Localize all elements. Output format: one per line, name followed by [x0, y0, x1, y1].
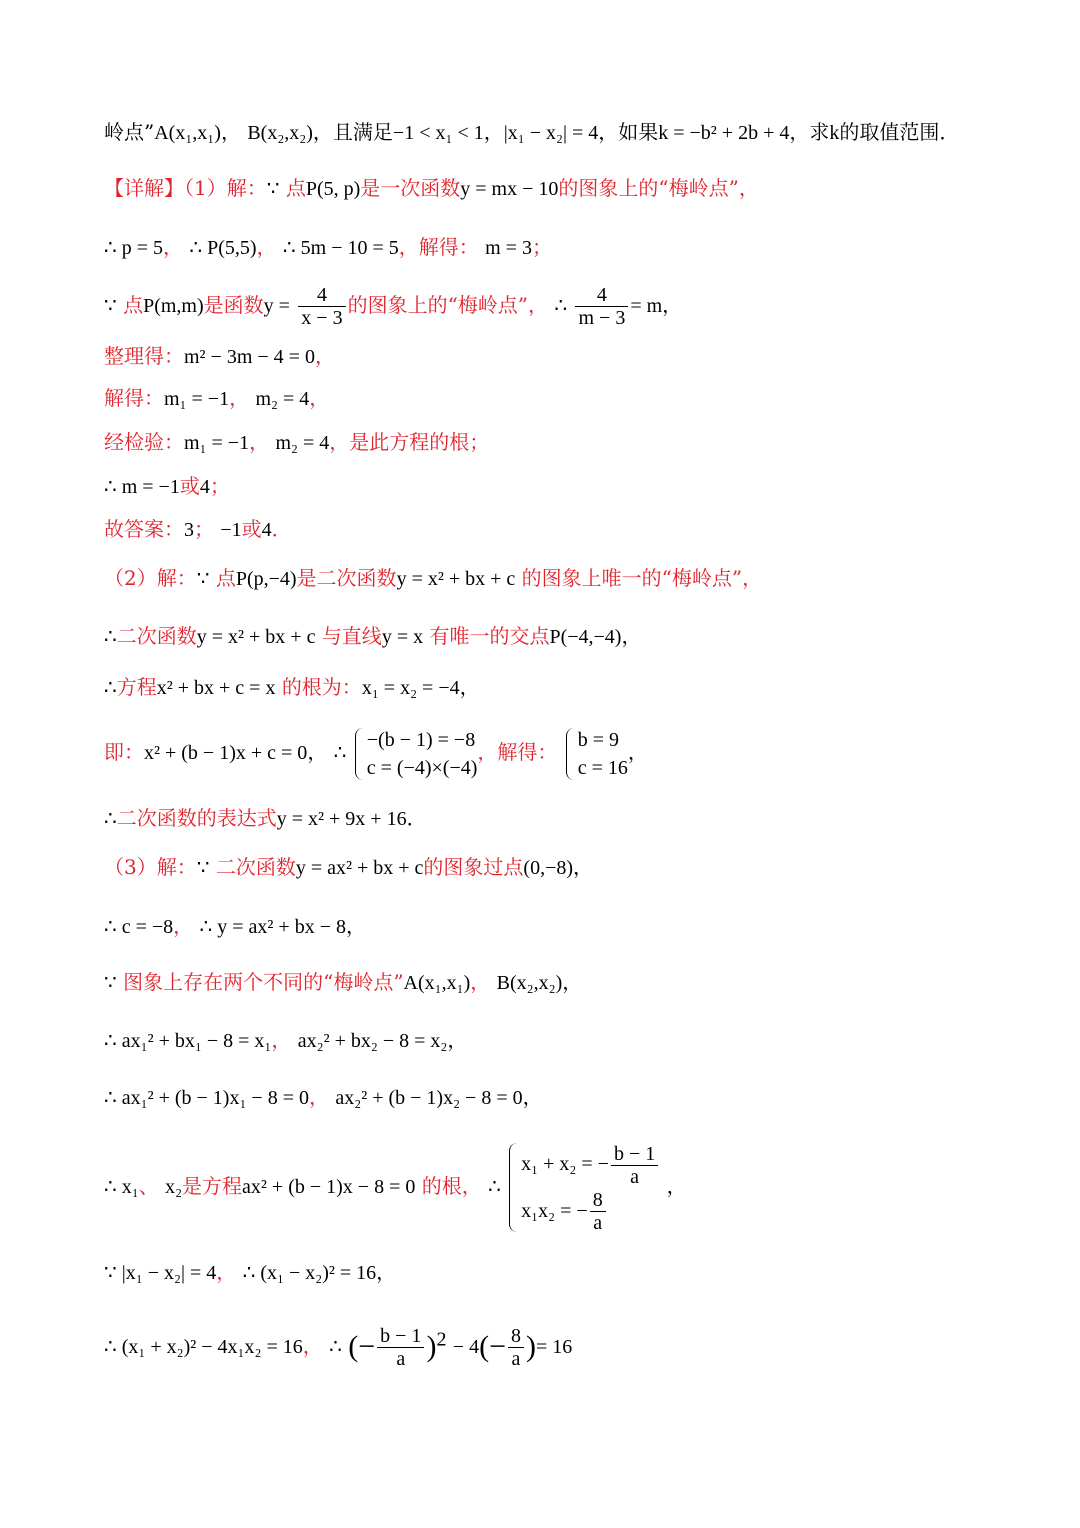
because-symbol: ∵ [104, 972, 117, 994]
math: m₁ = −1 [164, 388, 230, 410]
because-symbol: ∵ [266, 178, 280, 200]
answer-line [104, 515, 1020, 544]
derivation-line [104, 673, 1020, 702]
numerator: 8 [508, 1325, 524, 1348]
math: − 4 [452, 1336, 480, 1358]
derivation-line [104, 804, 1020, 833]
numerator: b − 1 [611, 1143, 658, 1166]
derivation-line [104, 1083, 1020, 1112]
text: ． [271, 517, 292, 541]
equation-system [507, 1141, 660, 1235]
text: 与直线 [321, 624, 382, 648]
text: 方程 [116, 675, 157, 699]
math: ∴ ax₁² + bx₁ − 8 = x₁ [104, 1030, 272, 1052]
math: x₁x₂ = − [521, 1199, 588, 1222]
text: ， [249, 430, 270, 454]
text: 经检验： [104, 430, 184, 454]
equation-row: c = 16 [577, 756, 628, 779]
text: ， [163, 235, 184, 259]
math: k = −b² + 2b + 4 [658, 122, 790, 144]
math: ax₂² + bx₂ − 8 = x₂ [297, 1030, 448, 1052]
therefore-symbol: ∴ [104, 808, 117, 830]
derivation-line [104, 280, 1020, 331]
math: k [829, 122, 840, 144]
derivation-line [104, 722, 1020, 783]
math: ax₂² + (b − 1)x₂ − 8 = 0 [335, 1087, 523, 1109]
equation-row: −(b − 1) = −8 [366, 728, 476, 751]
derivation-line [104, 1138, 1020, 1235]
problem-condition-line [104, 118, 1020, 147]
text: ， [271, 1028, 292, 1052]
part-label: （2）解： [104, 566, 197, 590]
text: 图象上存在两个不同的“梅岭点” [123, 970, 404, 994]
math: y = x² + 9x + 16 [276, 808, 407, 830]
text: ． [406, 808, 427, 830]
text: ， [447, 1030, 468, 1052]
math: 3 [184, 519, 194, 541]
denominator: a [511, 1348, 521, 1370]
text: 的图象上唯一的“梅岭点”， [521, 566, 763, 590]
part-label: （3）解： [104, 855, 197, 879]
math: x² + (b − 1)x + c = 0 [144, 742, 308, 764]
therefore-symbol: ∴ [554, 295, 568, 317]
math: ) [426, 1330, 437, 1363]
fraction [575, 284, 628, 329]
derivation-line [104, 912, 1020, 941]
text: ，如果 [598, 120, 659, 144]
text: 整理得： [104, 344, 184, 368]
because-symbol: ∵ [196, 857, 210, 879]
text: ，且满足 [312, 120, 393, 144]
denominator: m − 3 [578, 307, 626, 329]
numerator: 8 [590, 1189, 606, 1212]
denominator: a [630, 1165, 640, 1188]
text: ， [307, 742, 328, 764]
because-symbol: ∵ [196, 568, 210, 590]
derivation-line [104, 428, 1020, 457]
text: ， [314, 344, 335, 368]
therefore-symbol: ∴ [488, 1176, 501, 1198]
math: B(x₂,x₂) [247, 122, 313, 144]
text: ， [522, 1087, 543, 1109]
math: ∴ (x₁ + x₂)² − 4x₁x₂ = 16 [104, 1336, 303, 1358]
detail-tag: 【详解】 [104, 176, 184, 200]
text: 点 [123, 293, 144, 317]
math: B(x₂,x₂) [496, 972, 563, 994]
text: ， [483, 120, 504, 144]
therefore-symbol: ∴ [104, 677, 117, 699]
math: ∴ y = ax² + bx − 8 [199, 916, 346, 938]
math: = 16 [536, 1336, 573, 1358]
math: A(x₁,x₁) [154, 122, 221, 144]
math: P(5, p) [305, 178, 361, 200]
math: ∴ p = 5 [104, 237, 164, 259]
math: ∴ 5m − 10 = 5 [282, 237, 399, 259]
text: ， [216, 1260, 237, 1284]
math: y = x [381, 626, 424, 648]
exponent: 2 [436, 1328, 447, 1351]
math: ∴ P(5,5) [189, 237, 257, 259]
math: m₂ = 4 [275, 432, 330, 454]
derivation-line [104, 472, 1020, 501]
text: 解得： [104, 386, 164, 410]
derivation-line [104, 622, 1020, 651]
derivation-line [104, 1026, 1020, 1055]
derivation-line [104, 342, 1020, 371]
therefore-symbol: ∴ [104, 626, 117, 648]
text: 二次函数 [116, 624, 197, 648]
math: 4 [199, 476, 210, 498]
math: m² − 3m − 4 = 0 [184, 346, 315, 368]
text: 岭点” [104, 120, 155, 144]
math: y = x² + bx + c [196, 626, 316, 648]
math: y = ax² + bx + c [295, 857, 424, 879]
text: 即： [104, 740, 144, 764]
math: ∵ |x₁ − x₂| = 4 [104, 1262, 217, 1284]
math: y = mx − 10 [460, 178, 559, 200]
denominator: a [593, 1212, 603, 1235]
text: 是方程 [182, 1174, 243, 1198]
derivation-line [104, 1258, 1020, 1287]
denominator: a [396, 1348, 406, 1370]
text: ； [194, 517, 214, 541]
math: = m [630, 295, 663, 317]
text: ， [229, 386, 250, 410]
solution-part3-header [104, 853, 1020, 882]
therefore-symbol: ∴ [333, 742, 347, 764]
math: ∴ x₁ [104, 1176, 139, 1198]
derivation-line [104, 968, 1020, 997]
equation-system [353, 726, 478, 782]
math: (0,−8) [523, 857, 574, 879]
text: ， [256, 235, 277, 259]
equation-system [564, 726, 628, 782]
text: ， [627, 742, 648, 764]
text: 的根为： [281, 675, 362, 699]
text: ， [573, 857, 594, 879]
math: P(m,m) [143, 295, 204, 317]
text: 的图象上的“梅岭点”， [347, 293, 549, 317]
because-symbol: ∵ [104, 295, 117, 317]
text: 是一次函数 [360, 176, 461, 200]
text: ，是此方程的根； [329, 430, 490, 454]
math: ) [526, 1330, 536, 1363]
text: 或 [241, 517, 262, 541]
text: 是函数 [203, 293, 264, 317]
numerator: 4 [298, 284, 345, 307]
text: ， [345, 916, 366, 938]
text: 点 [285, 176, 306, 200]
math: y = x² + bx + c [396, 568, 516, 590]
math: P(p,−4) [235, 568, 297, 590]
text: 故答案： [104, 517, 184, 541]
fraction [611, 1143, 658, 1188]
text: ，解得： [398, 235, 479, 259]
therefore-symbol: ∴ [329, 1336, 342, 1358]
text: ， [662, 295, 683, 317]
text: ， [376, 1262, 397, 1284]
math: x₁ = x₂ = −4 [361, 677, 460, 699]
math: (− [479, 1330, 506, 1363]
text: 的图象过点 [423, 855, 524, 879]
numerator: b − 1 [377, 1325, 424, 1348]
math: x₁ + x₂ = − [521, 1152, 609, 1175]
derivation-line [104, 233, 1020, 262]
numerator: 4 [575, 284, 628, 307]
math: m₂ = 4 [255, 388, 310, 410]
math: ∴ c = −8 [104, 916, 174, 938]
text: 二次函数的表达式 [116, 806, 277, 830]
text: 、 [138, 1174, 159, 1198]
equation-row: b = 9 [577, 728, 620, 751]
text: ， [470, 970, 491, 994]
text: ， [173, 914, 194, 938]
text: 的取值范围． [839, 120, 960, 144]
fraction [508, 1325, 524, 1370]
math: x² + bx + c = x [156, 677, 276, 699]
math: |x₁ − x₂| = 4 [503, 122, 599, 144]
math: x₂ [165, 1176, 183, 1198]
denominator: x − 3 [301, 307, 343, 329]
text: ， [459, 677, 480, 699]
derivation-line [104, 1318, 1020, 1375]
derivation-line [104, 384, 1020, 413]
text: ， [308, 1085, 329, 1109]
math: −1 [220, 519, 242, 541]
equation-row: c = (−4)×(−4) [366, 756, 478, 779]
math: 4 [261, 519, 272, 541]
math: ∴ m = −1 [104, 476, 180, 498]
fraction [298, 284, 345, 329]
solution-part1-header [104, 174, 1020, 203]
math: ax² + (b − 1)x − 8 = 0 [242, 1176, 416, 1198]
text: 的根， [421, 1174, 482, 1198]
text: ， [621, 626, 642, 648]
text: ； [531, 235, 552, 259]
text: 有唯一的交点 [429, 624, 550, 648]
fraction [377, 1325, 424, 1370]
text: ， [562, 972, 583, 994]
text: ， [666, 1176, 687, 1198]
text: 是二次函数 [296, 566, 397, 590]
text: ，解得： [477, 740, 558, 764]
math: P(−4,−4) [549, 626, 622, 648]
math: A(x₁,x₁) [403, 972, 471, 994]
math: (− [348, 1330, 376, 1363]
fraction [590, 1189, 606, 1234]
math: −1 < x₁ < 1 [392, 122, 484, 144]
text: ，求 [789, 120, 830, 144]
solution-part2-header [104, 564, 1020, 593]
math: m₁ = −1 [184, 432, 250, 454]
equation-row [521, 1188, 660, 1235]
text: 或 [179, 474, 200, 498]
text: 二次函数 [215, 855, 296, 879]
math: ∴ ax₁² + (b − 1)x₁ − 8 = 0 [104, 1087, 309, 1109]
text: 点 [215, 566, 236, 590]
math: y = [263, 295, 290, 317]
text: 的图象上的“梅岭点”， [558, 176, 759, 200]
text: ， [220, 120, 241, 144]
math: m = 3 [485, 237, 532, 259]
equation-row [521, 1141, 660, 1188]
text: ， [302, 1334, 323, 1358]
math: ∴ (x₁ − x₂)² = 16 [242, 1262, 377, 1284]
text: ， [309, 386, 330, 410]
part-label: （1）解： [184, 176, 267, 200]
text: ； [209, 474, 230, 498]
